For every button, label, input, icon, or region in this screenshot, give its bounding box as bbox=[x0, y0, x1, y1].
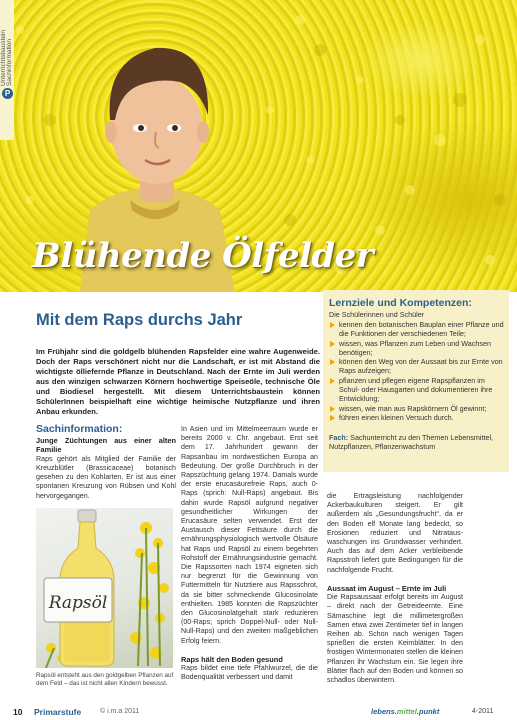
copyright: © i.m.a 2011 bbox=[100, 708, 140, 715]
section-label bbox=[1, 6, 13, 86]
body-text: Die Rapsaussaat erfolgt bereits im August – direkt nach der Getreideernte. Eine Sämaschine legt die millimetergroßen Samen etwa zwei Zentimeter tief in langen Reihen ab. Schon nach wenigen Tagen sprießen die ersten Keimblätter. In den frostigen Wintermonaten stellen die kleinen Pflanzen ihr Wachstum ein. Sie legen ihre Blätter flach auf den Boden und können so schadlos überwintern. bbox=[327, 593, 463, 685]
list-item: wissen, was Pflanzen zum Leben und Wachsen benötigen; bbox=[329, 339, 507, 358]
page-number: 10 bbox=[13, 707, 23, 717]
lernziele-list bbox=[329, 320, 507, 422]
issue-number: 4-2011 bbox=[472, 708, 494, 715]
lernziele-subtitle: Die Schülerinnen und Schüler bbox=[329, 310, 425, 319]
hero-image bbox=[0, 0, 517, 292]
list-item: kennen den botanischen Bauplan einer Pflanze und die Funktionen der verschiedenen Teile; bbox=[329, 320, 507, 339]
list-item: pflanzen und pflegen eigene Rapspflanzen im Schul- oder Hausgarten und dokumentieren ihre Entwicklung; bbox=[329, 376, 507, 404]
brand-logo bbox=[371, 707, 439, 716]
rapeseed-oil-photo bbox=[36, 508, 173, 668]
fach-label: Fach: bbox=[329, 433, 349, 442]
body-text: Raps gehört als Mitglied der Familie der Kreuzblütler (Brassicaceae) botanisch gesehen zu den Kohlarten. Er ist aus einer spontanen Kreuzung von Rübsen und Kohl hervorgegangen. bbox=[36, 454, 176, 500]
page-footer bbox=[0, 706, 517, 720]
list-item: führen einen kleinen Versuch durch. bbox=[329, 413, 507, 422]
column-3 bbox=[327, 492, 463, 685]
section-label-line1: Unterrichtsbaustein bbox=[0, 30, 7, 86]
section-label-line2: Sachinformation bbox=[6, 39, 13, 86]
body-text: die Ertragsleistung nachfolgender Ackerbaukulturen steigert. Er gilt außerdem als „Gesundungsfrucht“, da er den Boden elf Monate lang bedeckt, so Erosionen reduziert und Nitratauswaschungen ins Grundwasser verhindert. Auch das auf dem Acker verbleibende Rapsstroh liefert gute Bedingungen für die nachfolgende Frucht. bbox=[327, 492, 463, 574]
column-2 bbox=[181, 425, 318, 683]
magazine-name: Primarstufe bbox=[34, 707, 82, 717]
brand-part2: mittel bbox=[396, 707, 417, 716]
fach-text: Sachunterricht zu den Themen Lebensmittel, Nutzpflanzen, Pflanzenwachstum bbox=[329, 433, 494, 452]
fach-line bbox=[329, 433, 505, 452]
brand-part3: .punkt bbox=[416, 707, 440, 716]
list-item: können den Weg von der Aussaat bis zur Ernte von Raps aufzeigen; bbox=[329, 357, 507, 376]
oil-bottle-illustration bbox=[36, 508, 173, 668]
column-1 bbox=[36, 436, 176, 501]
sachinformation-title: Sachinformation: bbox=[36, 423, 123, 435]
lernziele-box bbox=[323, 290, 509, 472]
section-heading: Junge Züchtungen aus einer alten Familie bbox=[36, 436, 176, 455]
bottle-label: Rapsöl bbox=[48, 593, 108, 613]
section-heading: Raps hält den Boden gesund bbox=[181, 654, 283, 664]
body-text: Raps bildet eine tiefe Pfahlwurzel, die die Bodenqualität verbessert und damit bbox=[181, 664, 318, 682]
lernziele-title: Lernziele und Kompetenzen: bbox=[329, 297, 472, 309]
hero-title: Blühende Ölfelder bbox=[32, 236, 374, 276]
list-item: wissen, wie man aus Rapskörnern Öl gewinnt; bbox=[329, 404, 507, 413]
intro-text: Im Frühjahr sind die goldgelb blühenden Rapsfelder eine wahre Augenweide. Doch der Raps verschönert nicht nur die Landschaft, er ist mit Abstand die wichtigste ölliefernde Pflanze in Deutschland. Nach der Ernte im Juli werden aus den winzigen schwarzen Körnern hochwertige Speiseöle, technische Öle und Biodiesel hergestellt. Mit diesem Unterrichtsbaustein können SchülerInnen beispielhaft eine wichtige heimische Nutzpflanze und ihren Anbau erkunden. bbox=[36, 347, 320, 416]
photo-caption: Rapsöl entsteht aus den goldgelben Pflanzen auf dem Feld – das ist nicht allen Kindern bewusst. bbox=[36, 672, 174, 687]
primarstufe-badge: P bbox=[2, 88, 13, 99]
brand-part1: lebens. bbox=[371, 707, 397, 716]
body-text: In Asien und im Mittelmeerraum wurde er bereits 2000 v. Chr. angebaut. Erst seit dem 17. Jahrhundert gewann der Rapsanbau im nordwestlichen Europa an Bedeutung. Der große Durchbruch in der Rapszüchtung gelang 1974. Damals wurde der erste erucasäurefreie Raps, auch 0-Raps (sprich: Null-Raps) angebaut. Bis dahin wurde Rapsöl aufgrund negativer gesundheitlicher Wirkungen der Erucasäure selten verwendet. Erst der Austausch dieser Fettsäure durch die ernährungsphysiologisch wertvolle Ölsäure hat Raps und Rapsöl zu einem begehrten Rohstoff der Ernährungsindustrie gemacht. Die Rapssorten nach 1974 eigneten sich nur begrenzt für die Gewinnung von Futtermitteln für Nutztiere aus Rapsschrot, da sie bitter schmeckende Glucosinolate enthielten. 1985 konnten die Rapszüchter den Glucosinolatgehalt stark reduzieren (00-Raps; sprich Doppel-Null- oder Null-Null-Raps) und den zweiten maßgeblichen Erfolg feiern. bbox=[181, 425, 318, 645]
section-heading: Aussaat im August – Ernte im Juli bbox=[327, 583, 447, 593]
page-title: Mit dem Raps durchs Jahr bbox=[36, 311, 243, 329]
